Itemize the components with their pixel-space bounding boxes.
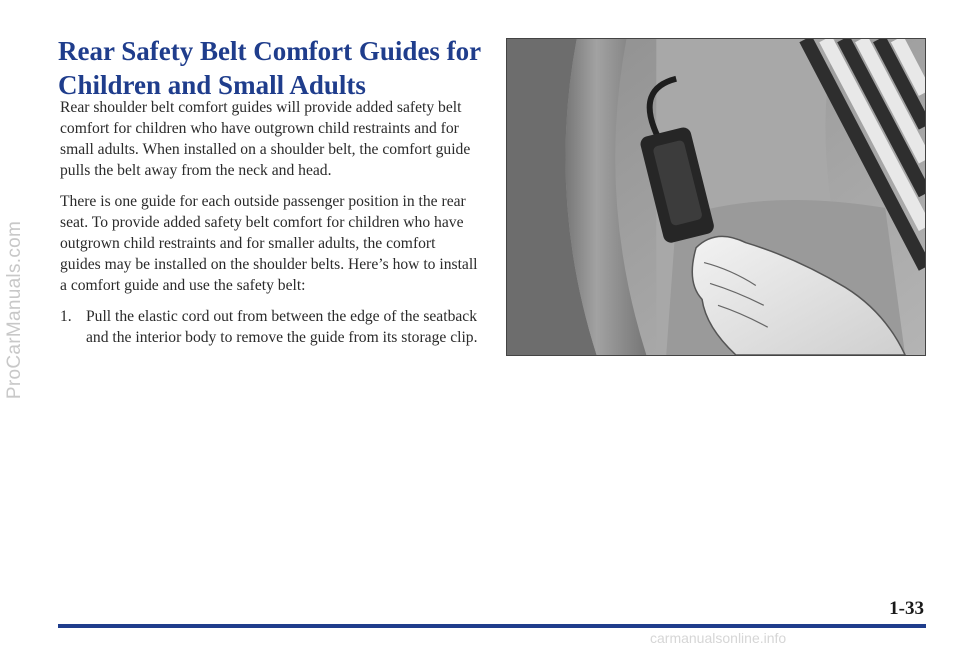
section-body <box>60 97 480 348</box>
comfort-guide-drawing <box>507 39 925 355</box>
step-text: Pull the elastic cord out from between the edge of the seatback and the interior body to remove the guide from its storage clip. <box>86 308 478 346</box>
paragraph-install: There is one guide for each outside passenger position in the rear seat. To provide added safety belt comfort for children who have outgrown child restraints and for smaller adults, the comfort guides may be installed on the shoulder belts. Here’s how to install a comfort guide and use the safety belt: <box>60 193 478 294</box>
step-item <box>60 306 480 348</box>
paragraph-intro: Rear shoulder belt comfort guides will provide added safety belt comfort for children who have outgrown child restraints and for small adults. When installed on a shoulder belt, the comfort guide pulls the belt away from the neck and head. <box>60 99 471 179</box>
bottom-watermark: carmanualsonline.info <box>650 630 787 646</box>
footer-rule <box>58 624 926 628</box>
step-list <box>60 306 480 348</box>
side-watermark-text: ProCarManuals.com <box>4 220 25 400</box>
step-number: 1. <box>60 308 72 325</box>
comfort-guide-illustration <box>506 38 926 356</box>
section-title: Rear Safety Belt Comfort Guides for Children and Small Adults <box>58 36 481 100</box>
side-watermark <box>2 150 28 470</box>
page-number: 1-33 <box>889 598 924 619</box>
